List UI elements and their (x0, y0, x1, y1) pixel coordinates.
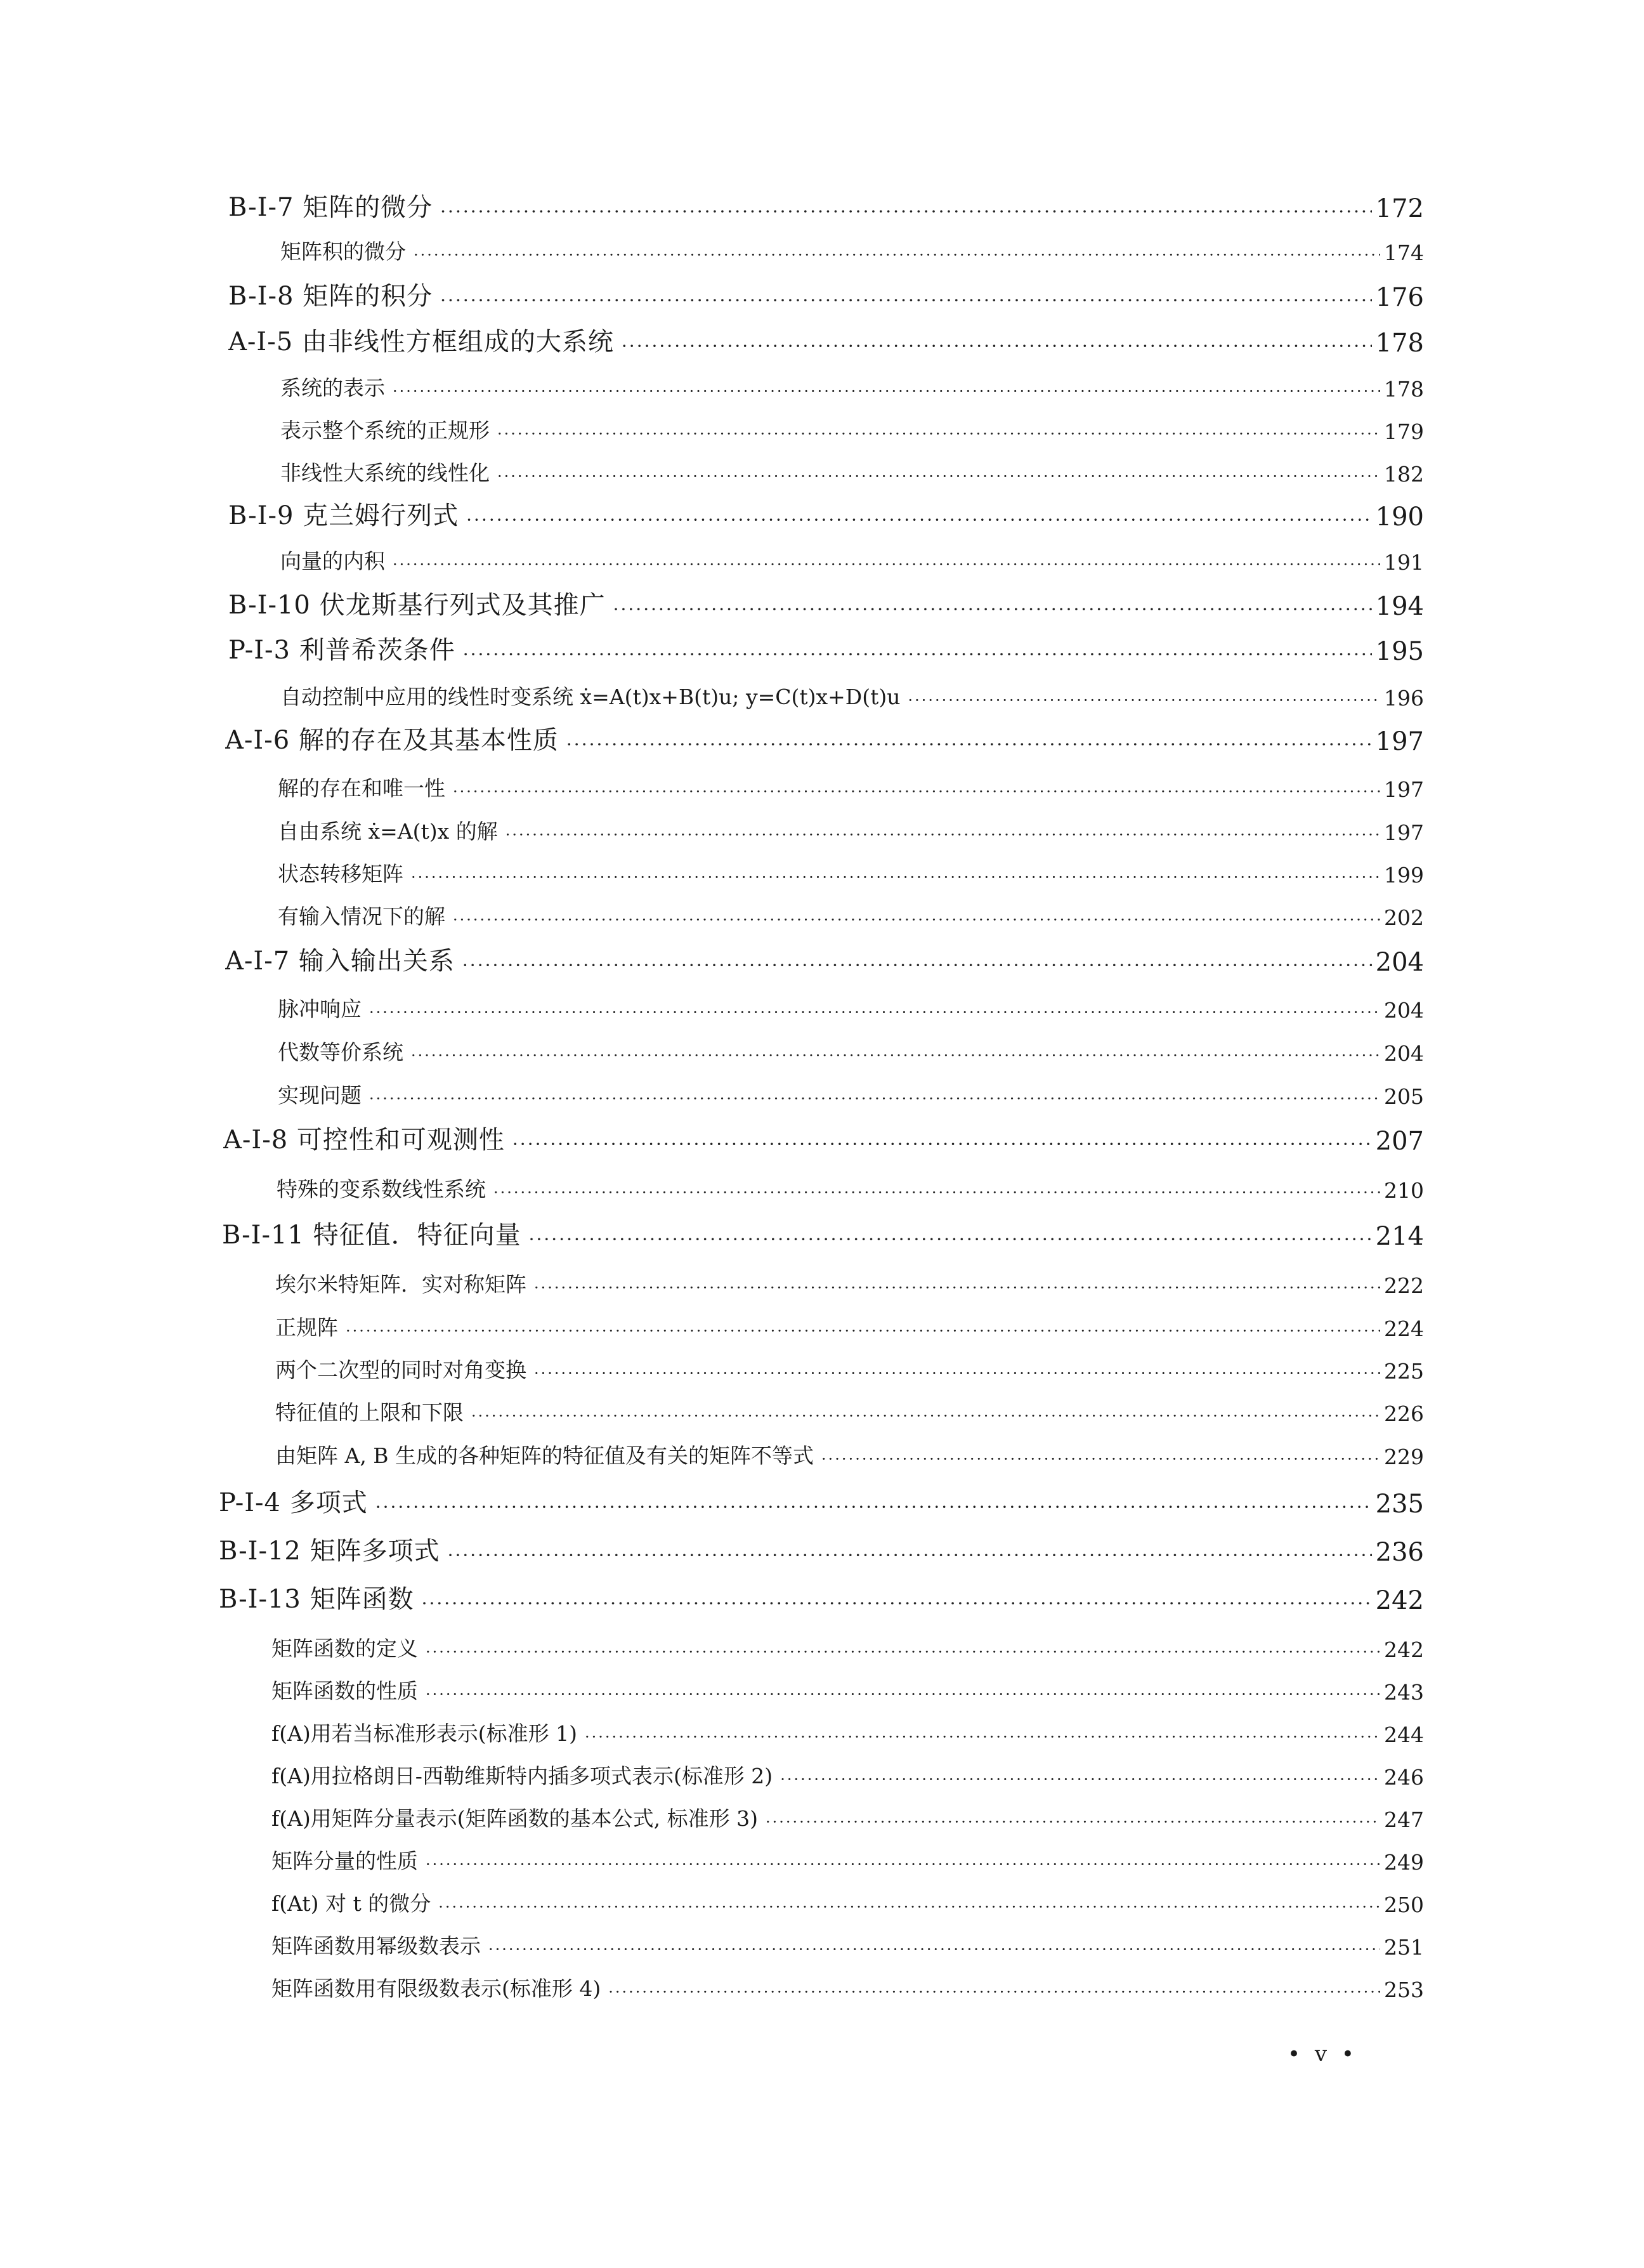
entry-title: 特征值的上限和下限 (275, 1400, 464, 1425)
dot-leader (908, 692, 1380, 709)
entry-title: 代数等价系统 (278, 1040, 403, 1065)
entry-title: 表示整个系统的正规形 (280, 418, 490, 443)
entry-title: A-I-5 由非线性方框组成的大系统 (228, 327, 614, 357)
entry-title: 解的存在和唯一性 (278, 776, 445, 801)
toc-entry-sub (280, 372, 1424, 402)
page-number: 222 (1384, 1273, 1424, 1298)
page-number: 249 (1384, 1850, 1424, 1875)
dot-leader (529, 1229, 1372, 1250)
entry-title: P-I-3 利普希茨条件 (228, 636, 455, 665)
dot-leader (440, 290, 1372, 311)
entry-title: B-I-9 克兰姆行列式 (228, 501, 459, 530)
page-number: 178 (1375, 329, 1424, 358)
dot-leader (453, 783, 1380, 801)
toc-entry-main (219, 1582, 1424, 1615)
page-number: 194 (1375, 592, 1424, 621)
page-number: 244 (1384, 1722, 1424, 1747)
dot-leader (466, 509, 1372, 530)
toc-entry-sub (280, 457, 1424, 487)
toc-entry-main (228, 279, 1424, 312)
dot-leader (369, 1004, 1380, 1021)
toc-entry-sub (271, 1718, 1424, 1747)
toc-entry-sub (280, 236, 1424, 265)
dot-leader (566, 734, 1372, 755)
page-number: 182 (1384, 462, 1424, 487)
entry-title: 非线性大系统的线性化 (280, 461, 490, 485)
entry-title: 埃尔米特矩阵．实对称矩阵 (275, 1272, 526, 1297)
entry-title: f(A)用若当标准形表示(标准形 1) (271, 1721, 578, 1746)
dot-leader (426, 1686, 1380, 1703)
page-number: 202 (1384, 905, 1424, 930)
toc-entry-sub (280, 546, 1424, 575)
dot-leader (821, 1450, 1380, 1468)
page-number: 236 (1375, 1538, 1424, 1567)
toc-entry-main (228, 588, 1424, 621)
dot-leader (622, 336, 1372, 357)
dot-leader (453, 911, 1380, 929)
entry-title: f(A)用拉格朗日-西勒维斯特内插多项式表示(标准形 2) (271, 1764, 773, 1788)
page-number: 190 (1375, 502, 1424, 532)
toc-entry-sub (280, 681, 1424, 711)
toc-entry-sub (271, 1633, 1424, 1662)
toc-entry-sub (278, 993, 1424, 1023)
toc-entry-sub (275, 1397, 1424, 1426)
dot-leader (780, 1771, 1380, 1788)
entry-title: B-I-10 伏龙斯基行列式及其推广 (228, 591, 606, 620)
page-number: 205 (1384, 1084, 1424, 1109)
page-number: 229 (1384, 1445, 1424, 1469)
entry-title: 正规阵 (275, 1315, 338, 1340)
dot-leader (585, 1728, 1380, 1746)
toc-entry-sub (277, 1174, 1424, 1203)
toc-entry-sub (271, 1675, 1424, 1705)
entry-title: 矩阵分量的性质 (271, 1849, 418, 1873)
entry-title: 矩阵积的微分 (280, 239, 406, 264)
page-number: 226 (1384, 1401, 1424, 1426)
dot-leader (438, 1898, 1380, 1916)
entry-title: 自动控制中应用的线性时变系统 ẋ=A(t)x+B(t)u; y=C(t)x+D(t)u (280, 685, 901, 709)
toc-entry-sub (280, 415, 1424, 444)
entry-title: 实现问题 (278, 1083, 362, 1108)
toc-entry-sub (271, 1803, 1424, 1832)
page-number: 210 (1384, 1178, 1424, 1203)
page-number: 204 (1375, 948, 1424, 977)
dot-leader (422, 1593, 1372, 1614)
entry-title: A-I-6 解的存在及其基本性质 (225, 726, 559, 755)
dot-leader (375, 1497, 1372, 1517)
toc-entry-main (228, 633, 1424, 666)
entry-title: 矩阵函数的定义 (271, 1636, 418, 1661)
entry-title: 矩阵函数的性质 (271, 1679, 418, 1703)
toc-entry-sub (278, 816, 1424, 845)
page-number: 250 (1384, 1892, 1424, 1917)
toc-entry-sub (278, 858, 1424, 888)
page-number: 242 (1375, 1586, 1424, 1615)
toc-entry-main (228, 499, 1424, 532)
toc-entry-main (219, 1486, 1424, 1519)
dot-leader (512, 1134, 1372, 1155)
dot-leader (411, 869, 1380, 886)
dot-leader (534, 1279, 1380, 1297)
dot-leader (493, 1184, 1380, 1202)
toc-entry-sub (275, 1354, 1424, 1384)
dot-leader (411, 1047, 1380, 1065)
dot-leader (462, 955, 1372, 976)
entry-title: B-I-7 矩阵的微分 (228, 193, 433, 222)
toc-entry-main (219, 1534, 1424, 1567)
entry-title: B-I-8 矩阵的积分 (228, 282, 433, 311)
dot-leader (426, 1643, 1380, 1661)
dot-leader (369, 1090, 1380, 1108)
page-number: 172 (1375, 194, 1424, 223)
entry-title: 两个二次型的同时对角变换 (275, 1358, 526, 1382)
entry-title: 有输入情况下的解 (278, 904, 445, 929)
page-number: 199 (1384, 863, 1424, 888)
page-number: 253 (1384, 1977, 1424, 2002)
page-number: 195 (1375, 637, 1424, 666)
dot-leader (393, 383, 1380, 400)
page-number: 176 (1375, 283, 1424, 312)
dot-leader (534, 1365, 1380, 1382)
entry-title: 状态转移矩阵 (278, 862, 403, 886)
dot-leader (426, 1856, 1380, 1873)
dot-leader (608, 1983, 1380, 2001)
dot-leader (613, 599, 1372, 620)
toc-entry-main (228, 190, 1424, 223)
page-number: 204 (1384, 998, 1424, 1023)
entry-title: B-I-12 矩阵多项式 (219, 1537, 440, 1566)
toc-entry-sub (275, 1312, 1424, 1341)
toc-entry-sub (271, 1930, 1424, 1960)
dot-leader (346, 1322, 1380, 1340)
page-number: 191 (1384, 550, 1424, 575)
entry-title: 矩阵函数用幂级数表示 (271, 1934, 481, 1958)
toc-entry-sub (275, 1440, 1424, 1469)
page-number: 214 (1375, 1222, 1424, 1251)
page-number: 197 (1375, 727, 1424, 756)
entry-title: P-I-4 多项式 (219, 1488, 368, 1517)
page-number: 246 (1384, 1765, 1424, 1790)
entry-title: 向量的内积 (280, 549, 385, 574)
toc-entry-sub (271, 1845, 1424, 1875)
dot-leader (488, 1941, 1380, 1958)
page-number: 235 (1375, 1490, 1424, 1519)
entry-title: 矩阵函数用有限级数表示(标准形 4) (271, 1976, 601, 2001)
toc-entry-sub (271, 1760, 1424, 1790)
entry-title: 由矩阵 A, B 生成的各种矩阵的特征值及有关的矩阵不等式 (275, 1443, 814, 1468)
page-number: 179 (1384, 419, 1424, 444)
toc-entry-sub (278, 1037, 1424, 1066)
page-number: 242 (1384, 1637, 1424, 1662)
page-number: 224 (1384, 1316, 1424, 1341)
toc-entry-sub (271, 1973, 1424, 2002)
entry-title: 脉冲响应 (278, 997, 362, 1021)
dot-leader (766, 1813, 1380, 1831)
entry-title: f(A)用矩阵分量表示(矩阵函数的基本公式, 标准形 3) (271, 1806, 759, 1831)
dot-leader (497, 425, 1380, 443)
page-number: 178 (1384, 377, 1424, 402)
entry-title: 自由系统 ẋ=A(t)x 的解 (278, 819, 498, 844)
page-number: 197 (1384, 820, 1424, 845)
page-number: 196 (1384, 686, 1424, 711)
dot-leader (393, 556, 1380, 574)
page-number: 174 (1384, 240, 1424, 265)
dot-leader (448, 1545, 1372, 1566)
page-number: 204 (1384, 1041, 1424, 1066)
page-number: 225 (1384, 1359, 1424, 1384)
entry-title: B-I-11 特征值．特征向量 (222, 1221, 521, 1250)
toc-entry-main (225, 944, 1424, 977)
page-number: 251 (1384, 1935, 1424, 1960)
dot-leader (497, 468, 1380, 485)
entry-title: A-I-7 输入输出关系 (225, 947, 455, 976)
toc-entry-main (225, 723, 1424, 756)
toc-entry-sub (278, 901, 1424, 930)
toc-entry-main (223, 1123, 1424, 1156)
dot-leader (506, 826, 1380, 844)
page-number: 247 (1384, 1807, 1424, 1832)
dot-leader (414, 246, 1380, 264)
dot-leader (463, 644, 1372, 665)
dot-leader (471, 1407, 1380, 1425)
toc-entry-sub (278, 1080, 1424, 1109)
page-folio: • v • (1288, 2042, 1358, 2067)
page-number: 197 (1384, 777, 1424, 802)
toc-entry-sub (278, 773, 1424, 802)
entry-title: 特殊的变系数线性系统 (277, 1177, 486, 1202)
page-number: 207 (1375, 1127, 1424, 1156)
toc-entry-main (222, 1218, 1424, 1251)
page-number: 243 (1384, 1680, 1424, 1705)
toc-entry-sub (275, 1269, 1424, 1298)
entry-title: B-I-13 矩阵函数 (219, 1585, 414, 1614)
entry-title: 系统的表示 (280, 376, 385, 400)
entry-title: f(At) 对 t 的微分 (271, 1891, 431, 1916)
toc-entry-sub (271, 1888, 1424, 1917)
entry-title: A-I-8 可控性和可观测性 (223, 1125, 505, 1155)
dot-leader (440, 201, 1372, 222)
toc-entry-main (228, 325, 1424, 358)
